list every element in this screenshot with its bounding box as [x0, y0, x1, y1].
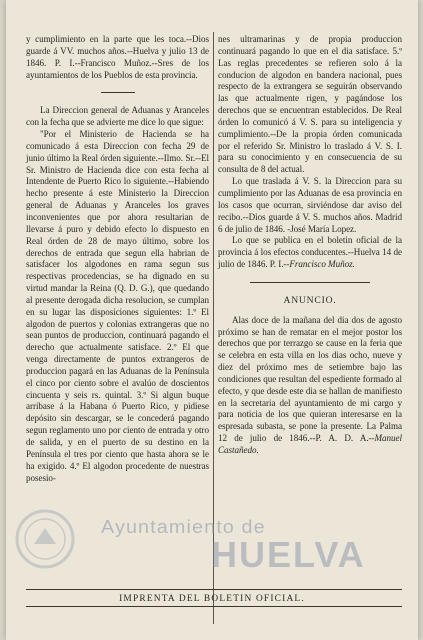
section-divider-anuncio: [250, 282, 370, 283]
signature-francisco-munoz: Francisco Muñoz.: [289, 259, 355, 270]
anuncio-paragraph: [218, 315, 402, 457]
watermark-line-1: Ayuntamiento de: [101, 517, 266, 537]
left-paragraph-3: "Por el Ministerio de Hacienda se ha comunicado á esta Direccion con fecha 29 de junio último la Real órden siguiente.--Ilmo. Sr.--El Sr. Ministro de Hacienda dice con esta fecha al Intendente de Puerto Rico lo siguiente.--Habiendo hecho presente á este Ministerio la Direccion general de Aduanas y Aranceles los graves inconvenientes que por ahora resultarian de llevarse á puro y debido efecto lo dispuesto en Real órden de 28 de mayo último, sobre los derechos de entrada que segun ella habrian de satisfacer los algodones en rama segun sus respectivas procedencias, se ha dignado en su virtud mandar la Reina (Q. D. G.), que quedando al presente derogada dicha resolucion, se cumplan en su lugar las disposiciones siguientes: 1.º El algodon de puertos y colonias extrangeras que no sean puntos de produccion, continuará pagando el derecho que actualmente satisface. 2.º El que venga directamente de puntos extrangeros de produccion pagará en las Aduanas de la Península el cinco por ciento sobre el avalúo de doscientos cincuenta y seis rs. quintal. 3.º Si algun buque arribase á la Habana ó Puerto Rico, y pidiese depósito sin descargar, se le concederá pagando segun reglamento uno por ciento de entrada y otro de salida, y en el puerto de su destino en la Península el tres por ciento que hasta ahora se le ha exigido. 4.º El algodon procedente de nuestras posesio-: [26, 129, 209, 483]
watermark-seal-icon: [14, 508, 76, 570]
anuncio-text: Alas doce de la mañana del dia dos de agosto próximo se han de rematar en el mejor postor los derechos que por terrazgo se cause en la feria que se celebra en esta villa en los dias ocho, nueve y diez del próximo mes de setiembre bajo las condiciones que resultan del espediente formado al efecto, y que desde este dia se hallan de manifiesto en la secretaria del ayuntamiento de mi cargo y para noticia de los que quieran interesarse en la espresada subasta, se pone la presente. La Palma 12 de julio de 1846.--P. A. D. A.--: [218, 314, 402, 444]
left-paragraph-2: La Direccion general de Aduanas y Aranceles con la fecha que se advierte me dice lo que sigue:: [26, 105, 209, 128]
left-paragraph-1: y cumplimiento en la parte que les toca.--Dios guarde á VV. muchos años.--Huelva y julio 13 de 1846. P. I.--Francisco Muñoz.--Sres de los ayuntamientos de los Pueblos de esta provincia.: [26, 34, 209, 80]
anuncio-heading: ANUNCIO.: [283, 294, 337, 306]
footer-rule-top: [26, 589, 402, 590]
right-column: [218, 34, 402, 457]
document-page: [6, 0, 418, 640]
left-column: [26, 34, 209, 484]
right-paragraph-2: Lo que traslada á V. S. la Direccion para su cumplimiento por las Aduanas de esa provincia en los casos que ocurran, sirviéndose dar aviso del recibo.--Dios guarde á V. S. muchos años. Madrid 6 de julio de 1846. -José María Lopez.: [218, 176, 402, 234]
right-paragraph-3: [218, 235, 402, 271]
section-divider: [101, 92, 135, 93]
right-paragraph-1: nes ultramarinas y de propia produccion continuará pagando lo que en el dia satisface. 5.º Las reglas precedentes se refieren solo á la conducion de algodon en bandera nacional, pues respecto de la extrangera se seguirán observando las que actualmente rigen, y pagándose los derechos que se encuentran establecidos. De Real órden lo comunicó á V. S. para su inteligencia y cumplimiento.--De la propia órden comunicada por el referido Sr. Ministro lo traslado á V. S. I. para su conocimiento y en consecuencia de su consulta de 8 del actual.: [218, 34, 402, 175]
right-paragraph-3-text: Lo que se publica en el boletin oficial de la provincia á los efectos conducentes.--Huelva 14 de julio de 1846. P. I.--: [218, 235, 402, 270]
footer-imprint: IMPRENTA DEL BOLETIN OFICIAL.: [119, 594, 305, 604]
signature-manuel-castanedo: Manuel Castañedo.: [218, 433, 402, 455]
watermark-line-2: HUELVA: [211, 534, 366, 575]
footer-rule-bottom: [26, 606, 402, 607]
